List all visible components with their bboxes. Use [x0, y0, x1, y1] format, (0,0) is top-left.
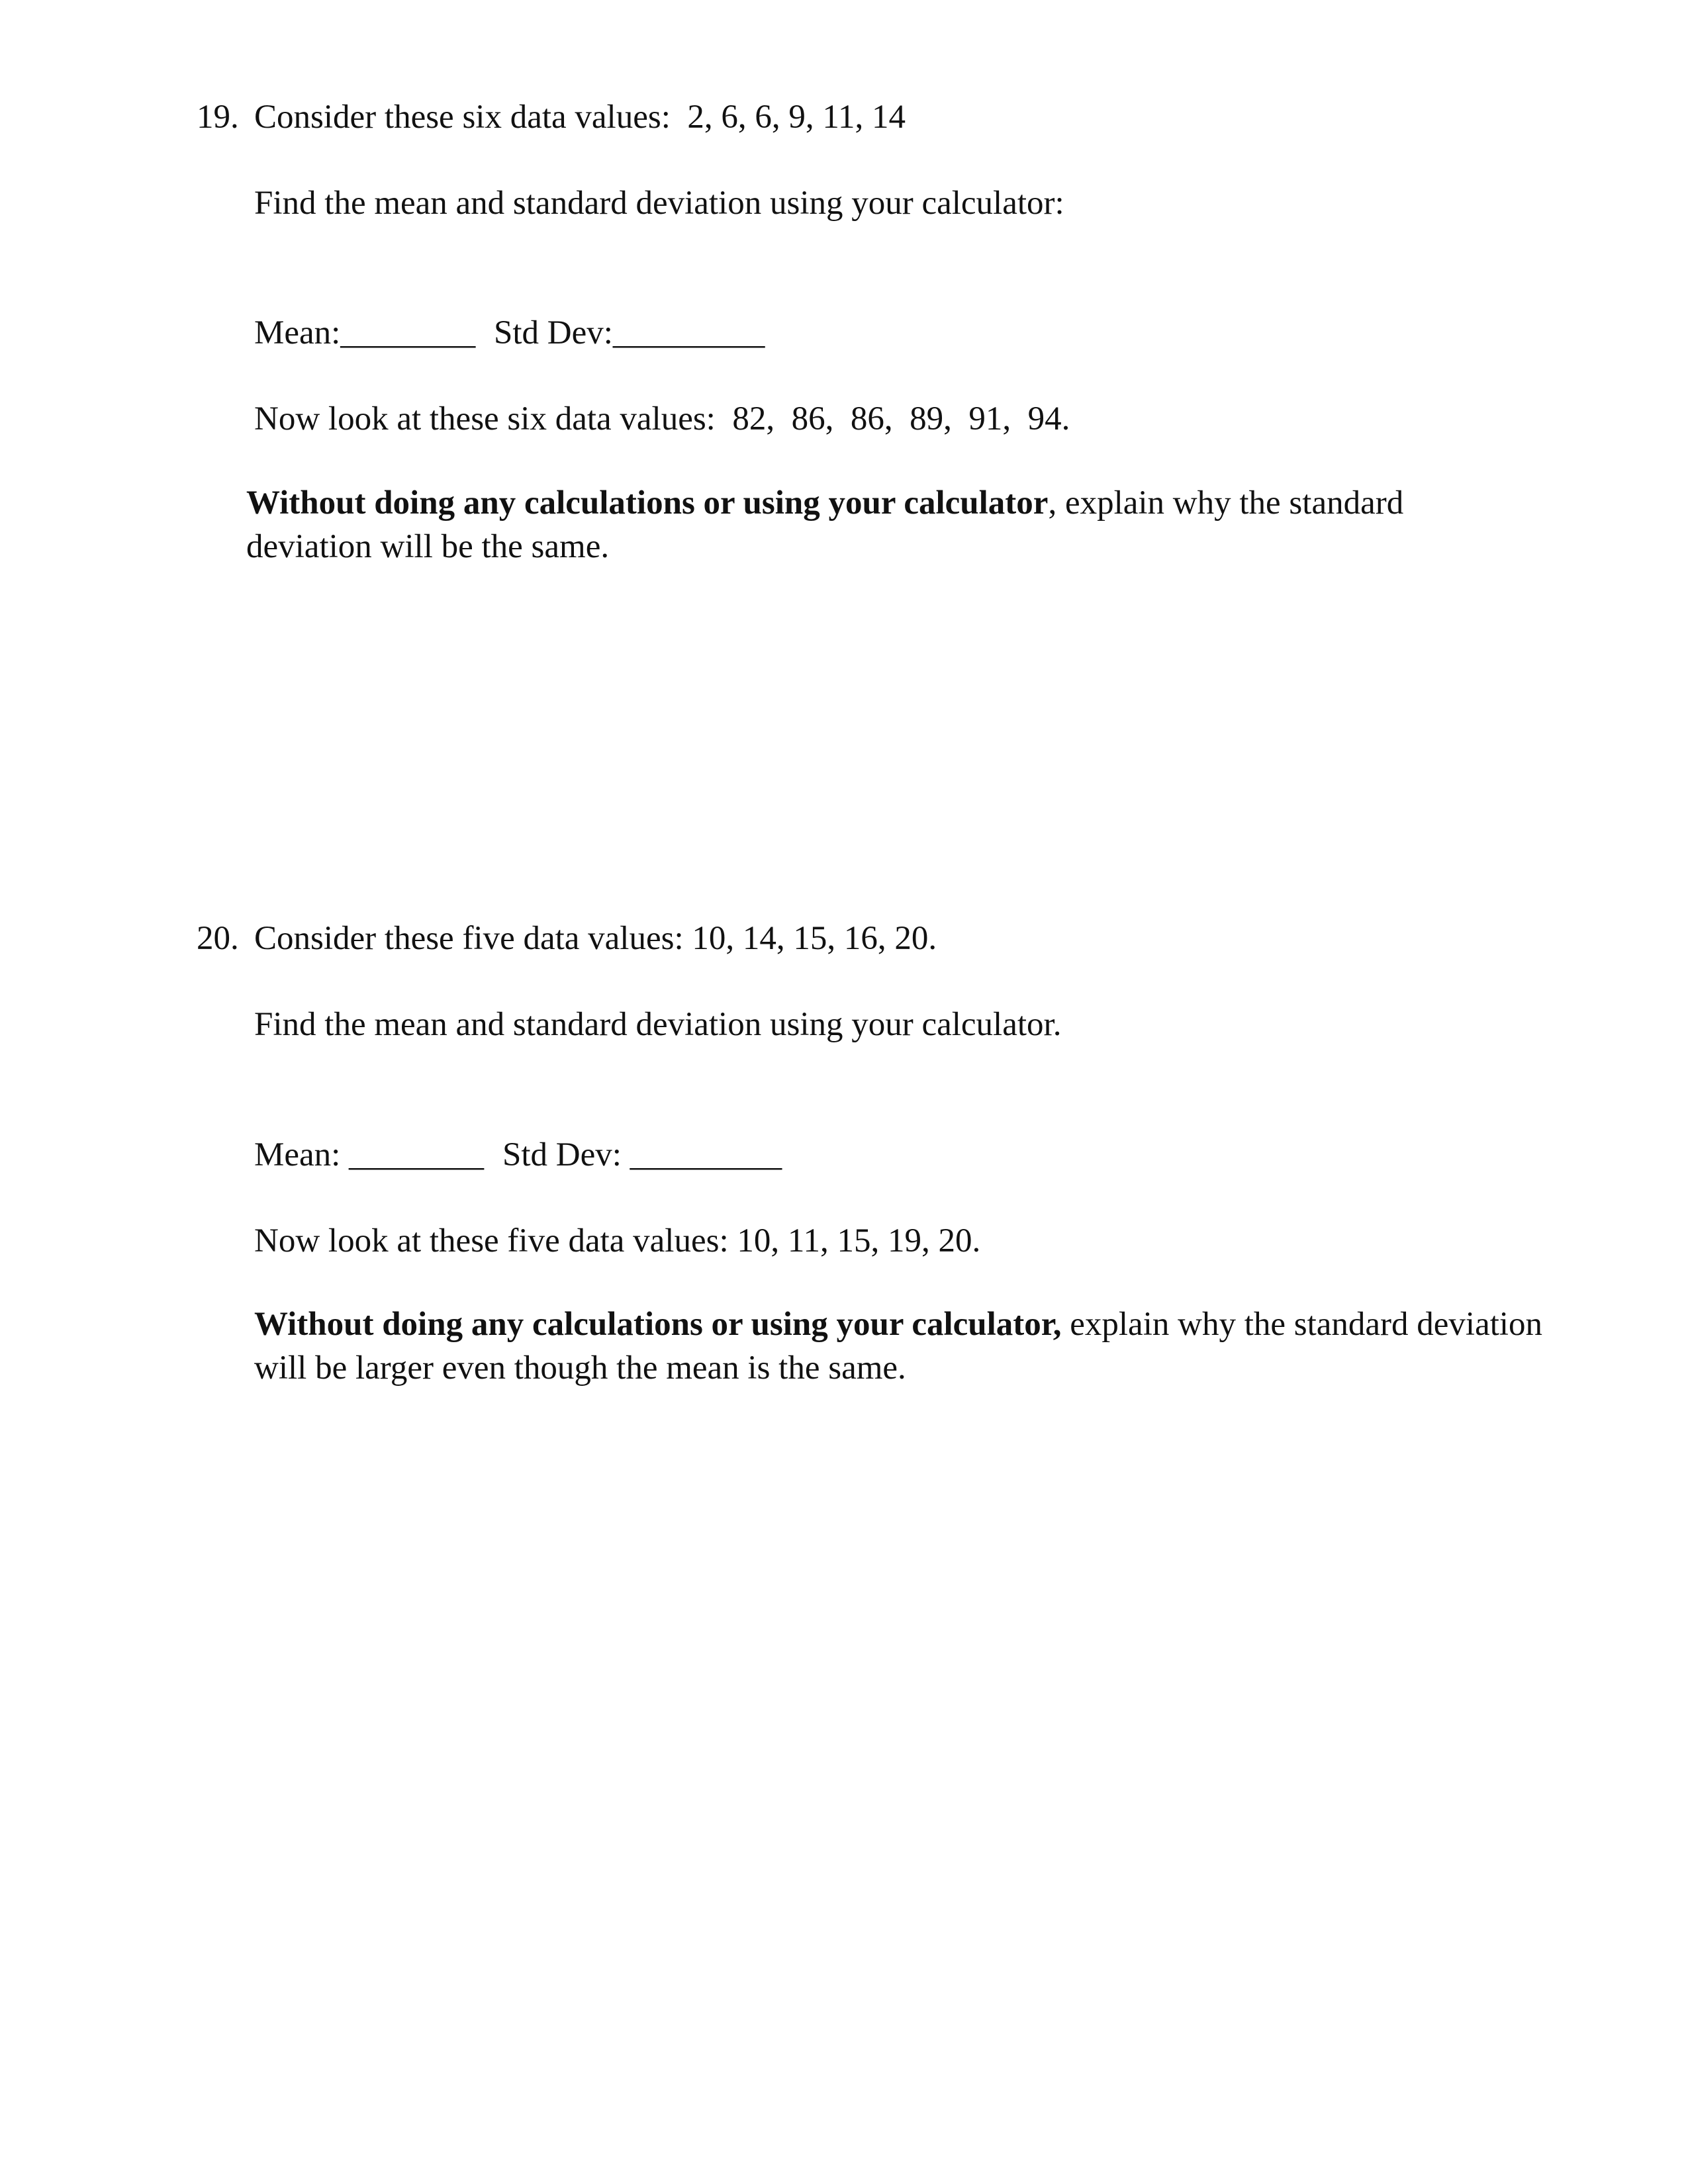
q20-number: 20. [197, 920, 239, 957]
q20-std-dev-blank[interactable]: Std Dev: _________ [502, 1136, 782, 1173]
q19-now-look: Now look at these six data values: 82, 86, 86, 89, 91, 94. [254, 400, 1070, 437]
q19-instruction: Find the mean and standard deviation using your calculator: [254, 185, 1064, 222]
q20-explain [254, 1302, 1585, 1390]
q19-number: 19. [197, 99, 239, 136]
q19-mean-blank[interactable]: Mean:________ [254, 314, 476, 351]
q20-explain-rest: explain why the standard deviation will be larger even though the mean is the same. [254, 1306, 1543, 1387]
q20-mean-blank[interactable]: Mean: ________ [254, 1136, 485, 1173]
q19-explain-bold: Without doing any calculations or using your calculator [246, 484, 1049, 522]
q20-prompt: Consider these five data values: 10, 14, 15, 16, 20. [254, 920, 937, 957]
q19-std-dev-blank[interactable]: Std Dev:_________ [494, 314, 765, 351]
q20-now-look: Now look at these five data values: 10, 11, 15, 19, 20. [254, 1222, 981, 1259]
q20-instruction: Find the mean and standard deviation using your calculator. [254, 1006, 1062, 1043]
q19-explain [246, 481, 1517, 569]
q19-prompt: Consider these six data values: 2, 6, 6, 9, 11, 14 [254, 99, 906, 136]
q19-explain-rest: , explain why the standard deviation will be the same. [246, 484, 1404, 565]
q20-explain-bold: Without doing any calculations or using your calculator, [254, 1306, 1062, 1343]
